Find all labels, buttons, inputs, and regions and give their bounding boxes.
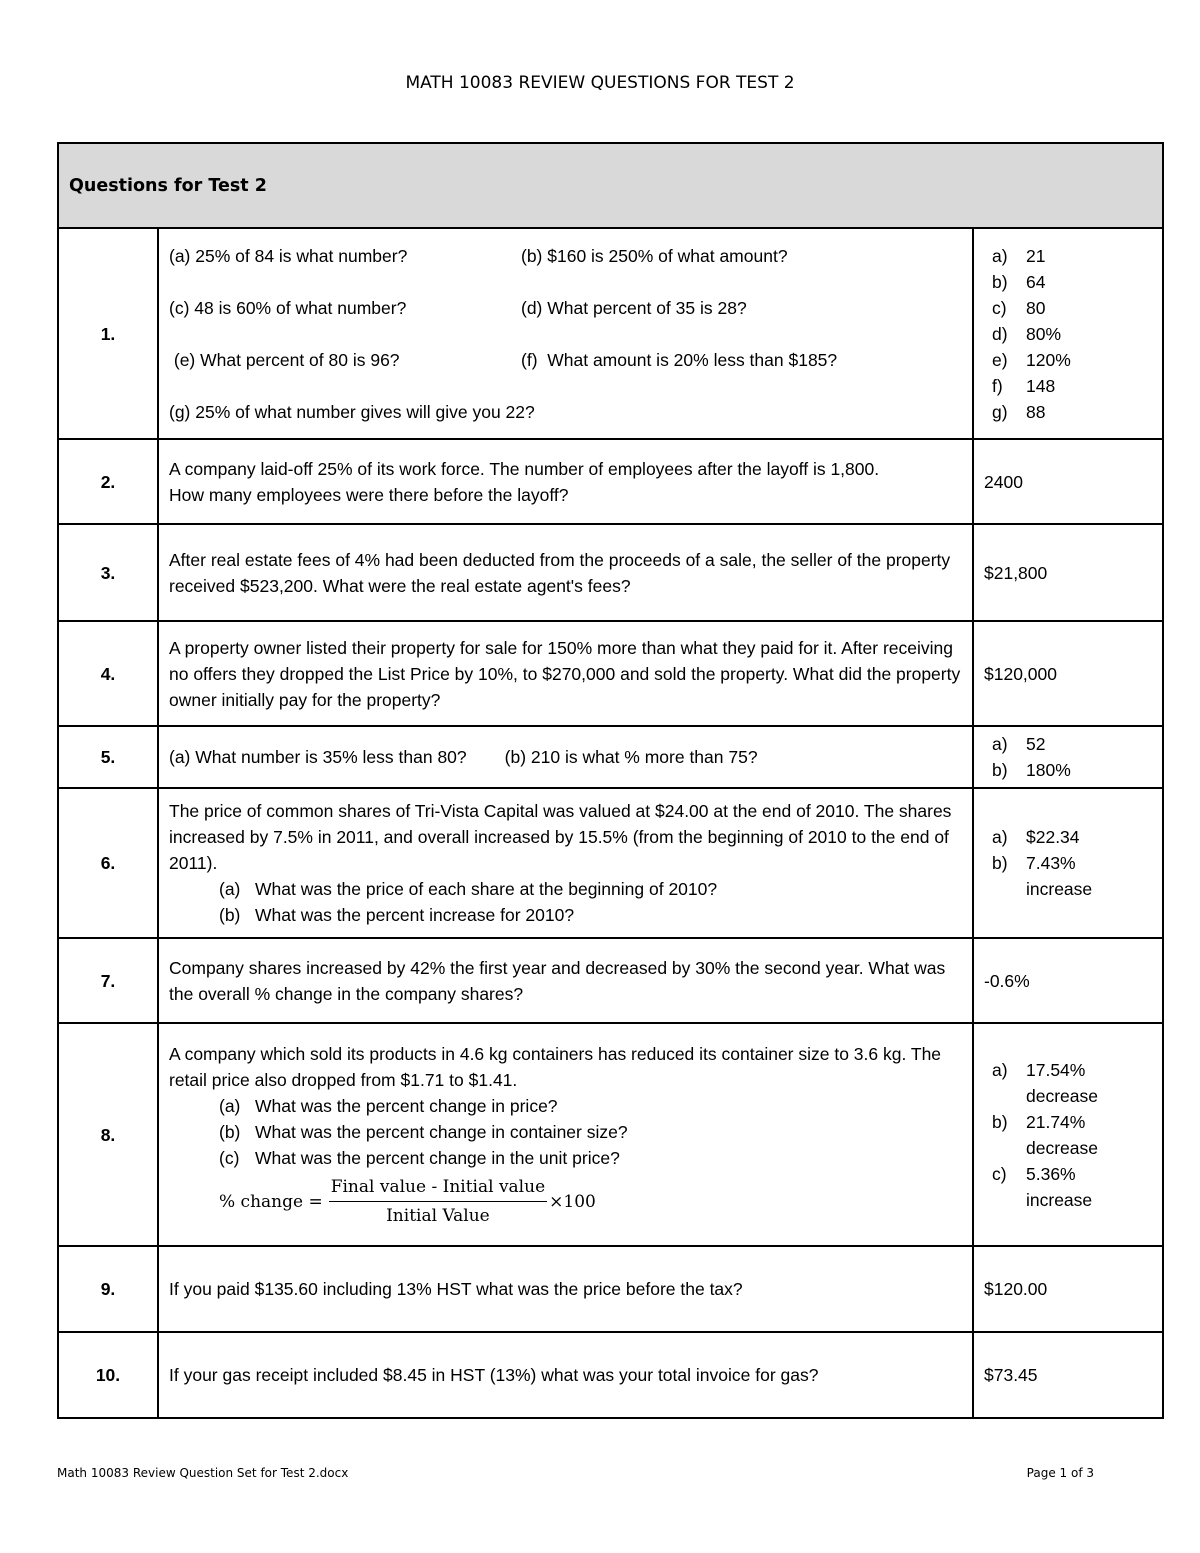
q6-stem: The price of common shares of Tri-Vista Capital was valued at $24.00 at the end of 2010. The shares increased by 7.5% in 2011, and overall increased by 15.5% (from the beginning of 2010 to the end of 2011). — [169, 801, 952, 873]
answer-item: a) 17.54% decrease — [992, 1059, 1098, 1106]
question-row-1 — [58, 228, 1163, 439]
answer-cell: $21,800 — [973, 524, 1163, 621]
question-row-10 — [58, 1332, 1163, 1418]
table-header-row — [58, 143, 1163, 228]
sub-question: (a) What was the percent change in price? — [219, 1096, 558, 1116]
question-text: A property owner listed their property for sale for 150% more than what they paid for it. After receiving no offers they dropped the List Price by 10%, to $270,000 and sold the property. What did the property owner initially pay for the property? — [158, 621, 973, 726]
q1-part-b: (b) $160 is 250% of what amount? — [521, 245, 788, 266]
q1-part-f: (f) What amount is 20% less than $185? — [521, 349, 838, 370]
question-text — [158, 439, 973, 524]
q1-part-g: (g) 25% of what number gives will give you 22? — [169, 401, 535, 422]
q8-stem: A company which sold its products in 4.6 kg containers has reduced its container size to 3.6 kg. The retail price also dropped from $1.71 to $1.41. — [169, 1044, 942, 1090]
answer-cell — [973, 1023, 1163, 1246]
document-title: MATH 10083 REVIEW QUESTIONS FOR TEST 2 — [405, 73, 795, 93]
question-row-7 — [58, 938, 1163, 1023]
question-row-9 — [58, 1246, 1163, 1332]
question-number: 6. — [58, 788, 158, 938]
answer-cell: $120,000 — [973, 621, 1163, 726]
questions-table — [57, 142, 1164, 1419]
footer-page-number: Page 1 of 3 — [1026, 1466, 1094, 1480]
formula-numerator: Final value - Initial value — [329, 1175, 547, 1202]
answer-cell: -0.6% — [973, 938, 1163, 1023]
sub-question: (c) What was the percent change in the unit price? — [219, 1148, 620, 1168]
q1-part-a: (a) 25% of 84 is what number? — [169, 245, 408, 266]
answer-cell — [973, 228, 1163, 439]
question-number: 4. — [58, 621, 158, 726]
formula-rhs: ×100 — [549, 1191, 596, 1212]
q1-part-e: (e) What percent of 80 is 96? — [169, 349, 400, 370]
answer-cell: 2400 — [973, 439, 1163, 524]
answer-cell — [973, 726, 1163, 788]
footer-filename: Math 10083 Review Question Set for Test 2.docx — [57, 1466, 349, 1480]
question-text — [158, 788, 973, 938]
answer-item: b) 180% — [992, 760, 1071, 780]
answer-item: a) 21 — [992, 245, 1046, 266]
question-text: If you paid $135.60 including 13% HST what was the price before the tax? — [158, 1246, 973, 1332]
question-row-2 — [58, 439, 1163, 524]
question-number: 1. — [58, 228, 158, 439]
question-row-3 — [58, 524, 1163, 621]
answer-item: d) 80% — [992, 323, 1062, 344]
q5-part-b: (b) 210 is what % more than 75? — [504, 747, 758, 767]
answer-item: e) 120% — [992, 349, 1071, 370]
question-text — [158, 1023, 973, 1246]
question-number: 2. — [58, 439, 158, 524]
answer-item: b) 21.74% decrease — [992, 1111, 1098, 1158]
question-row-8 — [58, 1023, 1163, 1246]
question-number: 9. — [58, 1246, 158, 1332]
answer-item: a) 52 — [992, 734, 1046, 754]
question-number: 3. — [58, 524, 158, 621]
question-number: 8. — [58, 1023, 158, 1246]
question-text: After real estate fees of 4% had been deducted from the proceeds of a sale, the seller of the property received $523,200. What were the real estate agent's fees? — [158, 524, 973, 621]
q2-line-1: A company laid-off 25% of its work force. The number of employees after the layoff is 1,800. — [169, 458, 880, 479]
question-text: If your gas receipt included $8.45 in HST (13%) what was your total invoice for gas? — [158, 1332, 973, 1418]
answer-item: g) 88 — [992, 401, 1046, 422]
q5-part-a: (a) What number is 35% less than 80? — [169, 747, 467, 767]
question-row-6 — [58, 788, 1163, 938]
answer-item: c) 80 — [992, 297, 1046, 318]
question-row-5 — [58, 726, 1163, 788]
question-text: Company shares increased by 42% the first year and decreased by 30% the second year. What was the overall % change in the company shares? — [158, 938, 973, 1023]
question-number: 5. — [58, 726, 158, 788]
sub-question: (a) What was the price of each share at the beginning of 2010? — [219, 879, 718, 899]
sub-question: (b) What was the percent increase for 2010? — [219, 905, 575, 925]
question-row-4 — [58, 621, 1163, 726]
q1-part-c: (c) 48 is 60% of what number? — [169, 297, 407, 318]
q1-part-d: (d) What percent of 35 is 28? — [521, 297, 747, 318]
question-text — [158, 726, 973, 788]
question-number: 10. — [58, 1332, 158, 1418]
formula-lhs: % change = — [219, 1191, 323, 1212]
table-header: Questions for Test 2 — [58, 143, 1163, 228]
formula-denominator: Initial Value — [386, 1206, 490, 1226]
answer-cell: $120.00 — [973, 1246, 1163, 1332]
answer-item: f) 148 — [992, 375, 1056, 396]
question-number: 7. — [58, 938, 158, 1023]
answer-item: b) 7.43% increase — [992, 853, 1093, 899]
q2-line-2: How many employees were there before the layoff? — [169, 484, 569, 505]
percent-change-formula — [219, 1175, 962, 1228]
answer-cell: $73.45 — [973, 1332, 1163, 1418]
answer-item: a) $22.34 — [992, 827, 1080, 847]
question-text — [158, 228, 973, 439]
sub-question: (b) What was the percent change in container size? — [219, 1122, 628, 1142]
answer-item: b) 64 — [992, 271, 1046, 292]
answer-cell — [973, 788, 1163, 938]
answer-item: c) 5.36% increase — [992, 1163, 1093, 1210]
